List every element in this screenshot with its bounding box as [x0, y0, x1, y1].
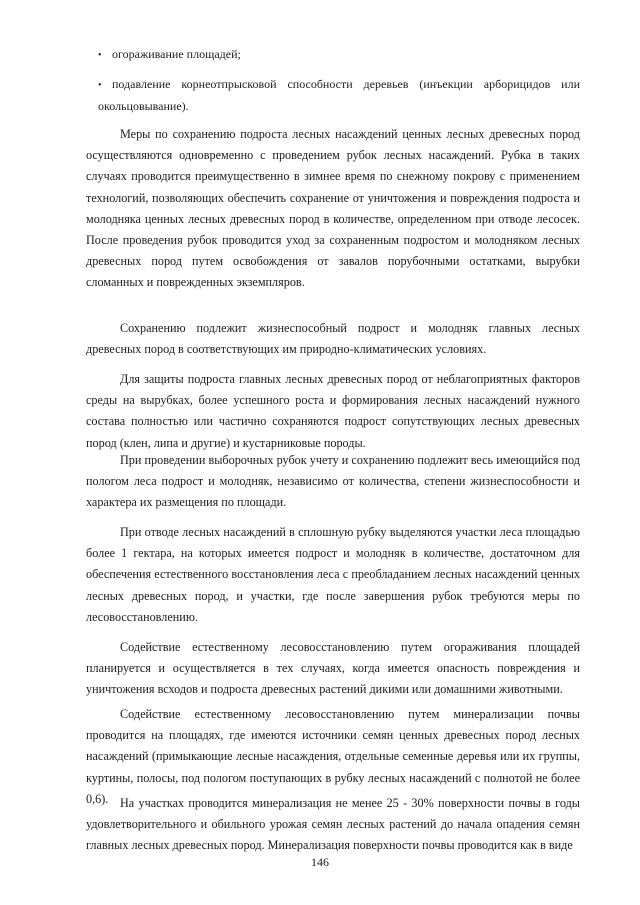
- bullet-item: [98, 44, 580, 66]
- paragraph: На участках проводится минерализация не менее 25 - 30% поверхности почвы в годы удовлетворительного и обильного урожая семян лесных растений до начала опадения семян главных лесных древесных пород. Минерализация поверхности почвы проводится как в виде: [86, 796, 580, 853]
- paragraph: Меры по сохранению подроста лесных насаждений ценных лесных древесных пород осуществляются одновременно с проведением рубок лесных насаждений. Рубка в таких случаях проводится преимущественно в зимнее время по снежному покрову с применением технологий, позволяющих обеспечить сохранение от уничтожения и повреждения подроста и молодняка ценных лесных древесных пород в количестве, определенном при отводе лесосек. После проведения рубок проводится уход за сохраненным подростом и молодняком лесных древесных пород путем освобождения от завалов порубочными остатками, вырубки сломанных и поврежденных экземпляров.: [86, 127, 580, 290]
- bullet-text: подавление корнеотпрысковой способности деревьев (инъекции арборицидов или окольцовывание).: [98, 77, 580, 113]
- paragraph: Сохранению подлежит жизнеспособный подрост и молодняк главных лесных древесных пород в соответствующих им природно-климатических условиях.: [86, 321, 580, 357]
- paragraph: Содействие естественному лесовосстановлению путем огораживания площадей планируется и осуществляется в тех случаях, когда имеется опасность повреждения и уничтожения всходов и подроста древесных растений дикими или домашними животными.: [86, 640, 580, 697]
- paragraph: При проведении выборочных рубок учету и сохранению подлежит весь имеющийся под пологом леса подрост и молодняк, независимо от количества, степени жизнеспособности и характера их размещения по площади.: [86, 453, 580, 510]
- paragraph: Содействие естественному лесовосстановлению путем минерализации почвы проводится на площадях, где имеются источники семян ценных древесных пород лесных насаждений (примыкающие лесные насаждения, отдельные семенные деревья или их группы, куртины, полосы, под пологом поступающих в рубку лесных насаждений с полнотой не более 0,6).: [86, 707, 580, 806]
- bullet-text: огораживание площадей;: [112, 47, 241, 61]
- page-number: 146: [311, 855, 329, 869]
- bullet-dot: •: [98, 50, 102, 61]
- paragraph: Для защиты подроста главных лесных древесных пород от неблагоприятных факторов среды на вырубках, более успешного роста и формирования лесных насаждений нужного состава полностью или частично сохраняются подрост сопутствующих лесных древесных пород (клен, липа и другие) и кустарниковые породы.: [86, 372, 580, 450]
- bullet-dot: •: [98, 80, 102, 91]
- bullet-item: [98, 74, 580, 116]
- paragraph: При отводе лесных насаждений в сплошную рубку выделяются участки леса площадью более 1 гектара, на которых имеется подрост и молодняк в количестве, достаточном для обеспечения естественного восстановления леса с преобладанием лесных насаждений ценных лесных древесных пород, и участки, где после завершения рубок требуются меры по лесовосстановлению.: [86, 525, 580, 624]
